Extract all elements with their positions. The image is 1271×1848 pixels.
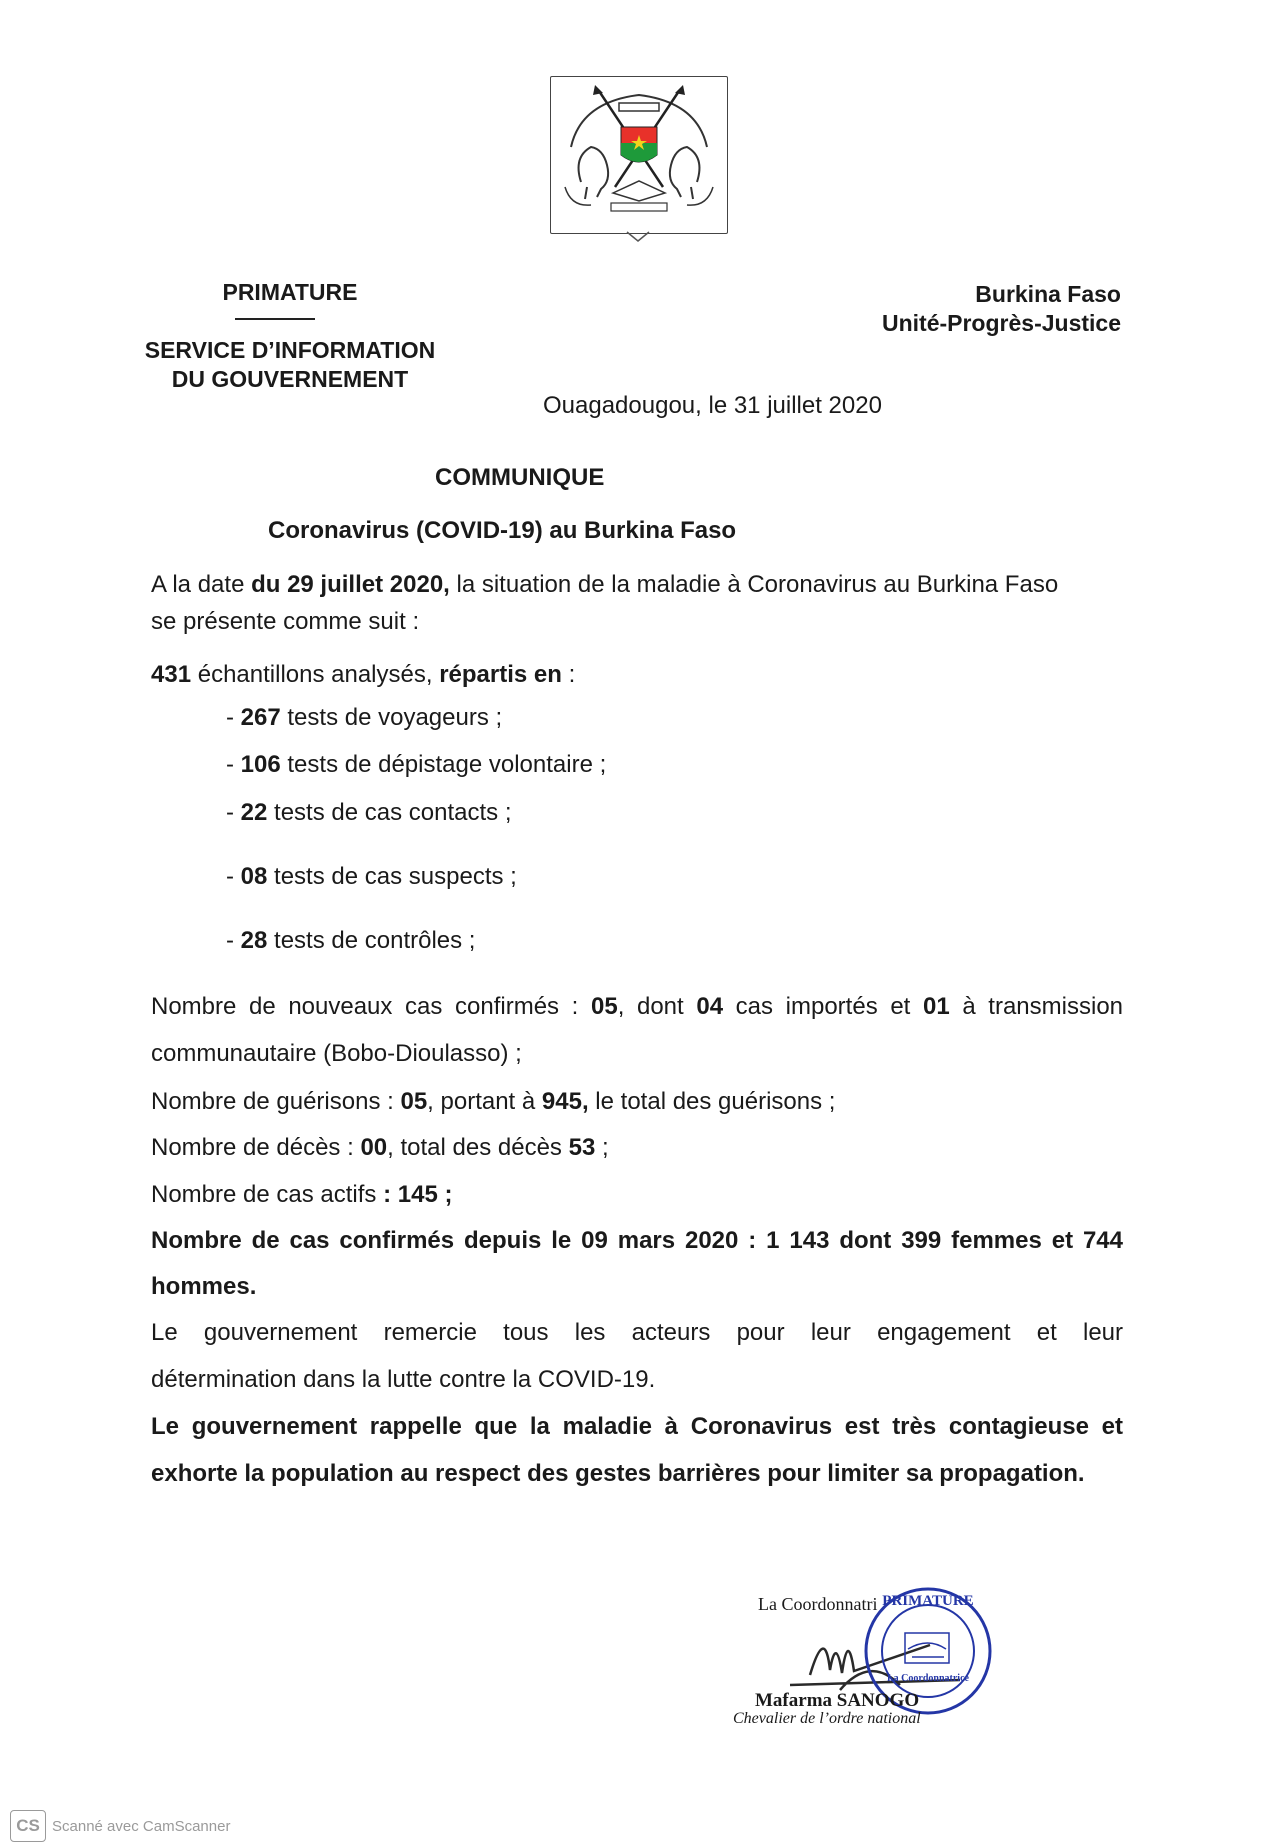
header-country: Burkina Faso	[975, 281, 1121, 307]
recoveries-line: Nombre de guérisons : 05, portant à 945, le total des guérisons ;	[151, 1088, 836, 1115]
intro-line-1: A la date du 29 juillet 2020, la situation de la maladie à Coronavirus au Burkina Faso	[151, 571, 1059, 598]
signatory-name: Mafarma SANOGO	[755, 1690, 920, 1711]
header-primature: PRIMATURE	[222, 279, 358, 305]
list-item: - 106 tests de dépistage volontaire ;	[226, 751, 607, 778]
deaths-line: Nombre de décès : 00, total des décès 53 ;	[151, 1134, 609, 1161]
intro-line-2: se présente comme suit :	[151, 608, 420, 635]
list-item: - 22 tests de cas contacts ;	[226, 799, 512, 826]
active-cases-line: Nombre de cas actifs : 145 ;	[151, 1181, 453, 1208]
new-cases-line-2: communautaire (Bobo-Dioulasso) ;	[151, 1040, 522, 1067]
total-cases-line-1: Nombre de cas confirmés depuis le 09 mars 2020 : 1 143 dont 399 femmes et 744	[151, 1227, 1123, 1254]
signatory-honor: Chevalier de l’ordre national	[733, 1710, 921, 1727]
header-gouvernement: DU GOUVERNEMENT	[171, 366, 409, 392]
header-service: SERVICE D’INFORMATION	[144, 337, 436, 363]
list-item: - 08 tests de cas suspects ;	[226, 863, 517, 890]
svg-text:La Coordonnatrice: La Coordonnatrice	[887, 1673, 969, 1684]
communique-subtitle: Coronavirus (COVID-19) au Burkina Faso	[268, 517, 737, 544]
header-divider	[235, 318, 315, 320]
communique-title: COMMUNIQUE	[435, 464, 605, 491]
reminder-line-2: exhorte la population au respect des gestes barrières pour limiter sa propagation.	[151, 1460, 1085, 1487]
thanks-line-2: détermination dans la lutte contre la COVID-19.	[151, 1366, 656, 1393]
document-date: Ouagadougou, le 31 juillet 2020	[543, 392, 882, 419]
samples-line: 431 échantillons analysés, répartis en :	[151, 661, 576, 688]
emblem-base-point	[626, 231, 650, 243]
list-item: - 28 tests de contrôles ;	[226, 927, 476, 954]
reminder-line-1: Le gouvernement rappelle que la maladie à Coronavirus est très contagieuse et	[151, 1413, 1123, 1440]
svg-text:PRIMATURE: PRIMATURE	[882, 1593, 974, 1609]
coat-of-arms-icon	[551, 77, 727, 233]
camscanner-watermark: Scanné avec CamScanner	[52, 1818, 231, 1835]
new-cases-line-1: Nombre de nouveaux cas confirmés : 05, dont 04 cas importés et 01 à transmission	[151, 993, 1124, 1020]
header-motto: Unité-Progrès-Justice	[881, 310, 1121, 336]
camscanner-logo-icon: CS	[10, 1810, 46, 1842]
list-item: - 267 tests de voyageurs ;	[226, 704, 503, 731]
signatory-role: La Coordonnatri	[758, 1594, 878, 1614]
thanks-line-1: Le gouvernement remercie tous les acteurs pour leur engagement et leur	[151, 1319, 1123, 1346]
total-cases-line-2: hommes.	[151, 1273, 257, 1300]
coat-of-arms-emblem	[550, 76, 728, 234]
